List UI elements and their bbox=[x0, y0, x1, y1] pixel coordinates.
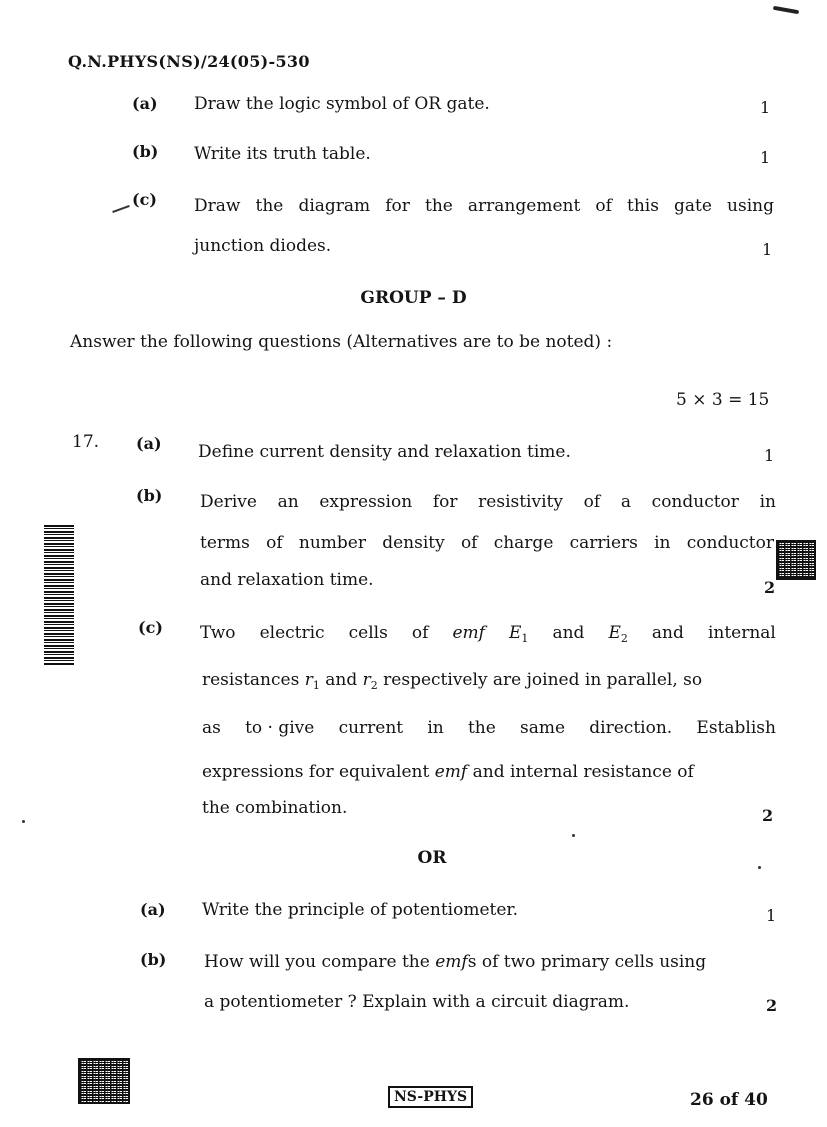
q17b-line1: Derive an expression for resistivity of a conductor in bbox=[200, 492, 776, 512]
page-number: 26 of 40 bbox=[690, 1090, 768, 1110]
q16a-label: (a) bbox=[132, 94, 158, 113]
q17-alt-a-marks: 1 bbox=[766, 906, 777, 925]
q17b-marks: 2 bbox=[764, 578, 776, 597]
q16a-text: Draw the logic symbol of OR gate. bbox=[194, 94, 490, 114]
qr-code-bottom bbox=[78, 1058, 130, 1104]
q17a-marks: 1 bbox=[764, 446, 775, 465]
q17-alt-b-marks: 2 bbox=[766, 996, 778, 1015]
q17c-line4: expressions for equivalent emf and internal resistance of bbox=[202, 762, 694, 782]
q17b-line2: terms of number density of charge carriers in conductor bbox=[200, 533, 774, 553]
barcode bbox=[44, 525, 74, 665]
ink-dot bbox=[572, 834, 575, 837]
question-paper-code: Q.N.PHYS(NS)/24(05)-530 bbox=[68, 52, 310, 71]
q17-number: 17. bbox=[72, 432, 100, 452]
q17a-text: Define current density and relaxation time. bbox=[198, 442, 571, 462]
pen-mark bbox=[112, 205, 130, 213]
group-heading: GROUP – D bbox=[360, 288, 467, 308]
q17-alt-a-label: (a) bbox=[140, 900, 166, 919]
q16b-text: Write its truth table. bbox=[194, 144, 371, 164]
corner-mark bbox=[773, 6, 799, 14]
q17c-marks: 2 bbox=[762, 806, 774, 825]
q17c-line1: Two electric cells of emf $E_1$ and $E_2$ and internal bbox=[200, 623, 776, 645]
q17a-label: (a) bbox=[136, 434, 162, 453]
q17-alt-b-label: (b) bbox=[140, 950, 167, 969]
q16b-marks: 1 bbox=[760, 148, 771, 167]
q17c-line2: resistances $r_1$ and $r_2$ respectively are joined in parallel, so bbox=[202, 670, 703, 692]
q17c-line5: the combination. bbox=[202, 798, 348, 818]
q16c-marks: 1 bbox=[762, 240, 773, 259]
q16a-marks: 1 bbox=[760, 98, 771, 117]
q17-alt-b-line2: a potentiometer ? Explain with a circuit diagram. bbox=[204, 992, 630, 1012]
q17c-label: (c) bbox=[138, 618, 163, 637]
qr-code-right bbox=[776, 540, 816, 580]
q16b-label: (b) bbox=[132, 142, 159, 161]
q16c-line2: junction diodes. bbox=[194, 236, 332, 256]
group-total-marks: 5 × 3 = 15 bbox=[676, 390, 770, 410]
q17-alt-a-text: Write the principle of potentiometer. bbox=[202, 900, 519, 920]
ink-dot bbox=[22, 820, 25, 823]
footer-subject-box: NS-PHYS bbox=[388, 1086, 473, 1108]
q16c-line1: Draw the diagram for the arrangement of this gate using bbox=[194, 196, 774, 216]
q16c-label: (c) bbox=[132, 190, 157, 209]
or-heading: OR bbox=[417, 848, 447, 868]
group-instruction: Answer the following questions (Alternatives are to be noted) : bbox=[70, 332, 613, 352]
q17b-line3: and relaxation time. bbox=[200, 570, 374, 590]
q17-alt-b-line1: How will you compare the emfs of two primary cells using bbox=[204, 952, 707, 972]
q17b-label: (b) bbox=[136, 486, 163, 505]
q17c-line3: as to · give current in the same direction. Establish bbox=[202, 718, 776, 738]
